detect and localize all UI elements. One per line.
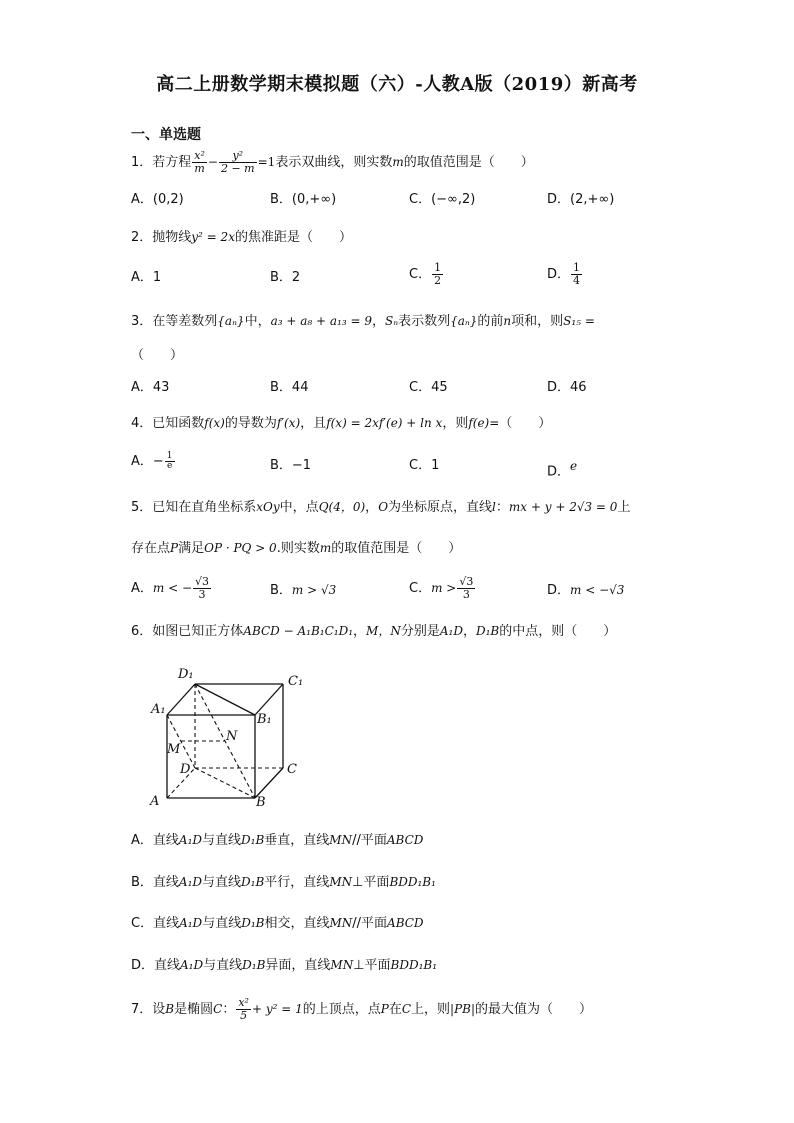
q6-b-t5: MN: [329, 875, 353, 889]
q3-option-a[interactable]: A．43: [131, 380, 170, 395]
q6-option-d[interactable]: [131, 955, 437, 976]
q7-f-num: x²: [238, 996, 249, 1009]
q1-minus: −: [207, 155, 218, 169]
q4-mid3: ，则: [442, 416, 469, 431]
q4-prefix: 4．已知函数: [131, 416, 205, 431]
q3-mid4: 的前: [477, 314, 504, 329]
q5-l1-prefix: 5．已知在直角坐标系: [131, 500, 257, 515]
q6-tail: 的中点，则（ ）: [499, 624, 617, 639]
q7-pb: |PB|: [450, 1002, 476, 1016]
page-title: 高二上册数学期末模拟题（六）-人教A版（2019）新高考: [156, 74, 638, 95]
q2-opt-d-den: 4: [573, 274, 581, 287]
q5-opt-a-den: 3: [198, 588, 206, 601]
q7-fraction: [236, 997, 251, 1022]
q3-prefix: 3．在等差数列: [131, 314, 218, 329]
q6-d-t6: ⊥平面: [353, 958, 391, 973]
q6-b-t0: B．直线: [131, 875, 179, 890]
q4-opt-a-den: e: [167, 461, 173, 471]
q5-l1-mid2: ，: [365, 500, 379, 515]
q3-sn: Sₙ: [385, 314, 399, 328]
question-4: [131, 413, 551, 434]
label-d1: D₁: [178, 667, 194, 682]
section-heading: 一、单选题: [131, 127, 201, 143]
q2-opt-d-num: 1: [573, 261, 581, 274]
q6-d1b: D₁B: [475, 624, 500, 638]
q5-l2-tail: 的取值范围是（ ）: [331, 541, 462, 556]
q6-option-a[interactable]: [131, 830, 423, 851]
label-b1: B₁: [257, 712, 272, 727]
q5-opt-b-label: B．: [270, 583, 292, 598]
q7-p: P: [380, 1002, 389, 1016]
q2-option-d[interactable]: [547, 262, 583, 287]
q4-option-a[interactable]: [131, 452, 176, 472]
q1-tail: 的取值范围是（ ）: [403, 155, 534, 170]
q2-option-c[interactable]: [409, 262, 444, 287]
q1-f1-den: m: [194, 162, 205, 175]
q5-option-d[interactable]: [547, 580, 624, 601]
q4-opt-d-value: e: [570, 459, 578, 473]
q6-a-t4: 垂直，直线: [264, 833, 330, 848]
q1-f2-den: 2 − m: [220, 162, 255, 175]
q6-b-t3: D₁B: [241, 875, 265, 889]
label-n: N: [226, 729, 238, 744]
q4-option-c[interactable]: C．1: [409, 458, 440, 473]
label-c: C: [287, 762, 297, 777]
question-1: [131, 150, 534, 175]
q5-m: m: [319, 541, 332, 555]
q5-l2-prefix: 存在点: [131, 541, 171, 556]
q6-mid3: ，: [462, 624, 476, 639]
q7-c2: C: [401, 1002, 412, 1016]
q5-option-b[interactable]: [270, 580, 336, 601]
question-5-line-2: [131, 538, 461, 559]
q5-l1-mid1: 中，点: [279, 500, 319, 515]
q1-eq: =1: [257, 155, 276, 169]
q6-a-t2: 与直线: [202, 833, 242, 848]
q6-c-t3: D₁B: [241, 916, 265, 930]
q6-b-t6: ⊥平面: [352, 875, 390, 890]
q5-opt-d-expr: m < −√3: [570, 583, 625, 597]
q5-p: P: [170, 541, 179, 555]
q5-opt-b-expr: m > √3: [291, 583, 337, 597]
q2-opt-c-fraction: [432, 262, 443, 287]
q4-fx: f(x): [204, 416, 225, 430]
question-5-line-1: [131, 497, 630, 518]
q5-opt-a-fraction: [193, 576, 211, 601]
label-c1: C₁: [288, 674, 304, 689]
q6-cube: ABCD − A₁B₁C₁D₁: [243, 624, 354, 638]
q6-a-t0: A．直线: [131, 833, 179, 848]
q2-tail: 的焦准距是（ ）: [234, 230, 352, 245]
q5-opt-a-num: √3: [195, 575, 210, 588]
q4-opt-a-fraction: [165, 452, 175, 471]
q6-option-c[interactable]: [131, 913, 424, 934]
q2-option-a[interactable]: A．1: [131, 270, 162, 285]
q6-a1d: A₁D: [439, 624, 463, 638]
q1-prefix: 1．若方程: [131, 155, 192, 170]
q5-opt-a-label: A．: [131, 581, 153, 596]
q5-vector-expr: OP · PQ > 0: [204, 541, 277, 555]
q5-opt-c-den: 3: [462, 588, 470, 601]
label-d: D: [180, 762, 191, 777]
q1-option-b[interactable]: B．(0,+∞): [270, 192, 337, 207]
q5-l2-mid2: .则实数: [276, 541, 320, 556]
q6-d-t4: 异面，直线: [265, 958, 331, 973]
q4-mid1: 的导数为: [224, 416, 277, 431]
q6-c-t1: A₁D: [179, 916, 203, 930]
edge-b-c: [255, 768, 283, 798]
diagonal-d-b: [195, 768, 255, 798]
q6-d-t0: D．直线: [131, 958, 181, 973]
q6-mid1: ，: [353, 624, 367, 639]
q3-mid1: 中，: [244, 314, 271, 329]
q7-mid3: 在: [388, 1002, 402, 1017]
q6-d-t5: MN: [330, 958, 354, 972]
q2-opt-d-label: D．: [547, 267, 571, 282]
q6-d-t7: BDD₁B₁: [390, 958, 438, 972]
q2-opt-d-fraction: [571, 262, 582, 287]
edge-b1-c1: [255, 684, 283, 715]
q1-var: m: [392, 155, 404, 169]
question-7: [131, 997, 592, 1022]
q2-opt-c-den: 2: [434, 274, 442, 287]
q3-mid3: 表示数列: [398, 314, 451, 329]
q6-a-t1: A₁D: [178, 833, 203, 847]
diagonal-d1-b1: [195, 684, 255, 715]
q4-option-d[interactable]: [547, 456, 577, 482]
q5-opt-c-fraction: [457, 576, 475, 601]
q2-opt-c-num: 1: [434, 261, 442, 274]
q4-opt-d-label: D．: [547, 464, 571, 480]
q7-mid2: 的上顶点，点: [302, 1002, 381, 1017]
q7-prefix: 7．设: [131, 1002, 166, 1017]
q3-expr: a₃ + a₈ + a₁₃ = 9: [270, 314, 372, 328]
q4-tail: （ ）: [499, 416, 552, 431]
q2-expr: y² = 2x: [191, 230, 235, 244]
label-a1: A₁: [151, 702, 166, 717]
q7-mid1: 是椭圆: [174, 1002, 214, 1017]
q4-mid2: ，且: [300, 416, 327, 431]
q1-f2-num: y²: [219, 150, 257, 163]
q3-option-d[interactable]: D．46: [547, 380, 587, 395]
q6-a-t3: D₁B: [241, 833, 265, 847]
q3-paren: （ ）: [131, 348, 184, 363]
q6-mid2: 分别是: [400, 624, 440, 639]
q1-option-a[interactable]: A．(0,2): [131, 192, 184, 207]
q4-opt-a-label: A．−: [131, 454, 164, 469]
q7-c: C: [213, 1002, 223, 1016]
q3-option-b[interactable]: B．44: [270, 380, 309, 395]
q7-plus: + y² = 1: [251, 1002, 303, 1016]
q6-b-t1: A₁D: [178, 875, 203, 889]
q6-c-t7: ABCD: [387, 916, 424, 930]
edge-a1-d1: [167, 684, 195, 715]
q6-d-t1: A₁D: [180, 958, 204, 972]
q6-a-t6: //平面: [352, 833, 387, 848]
q5-point-q: Q(4，0): [318, 500, 366, 514]
q7-f-den: 5: [240, 1009, 248, 1022]
q5-l: l: [492, 500, 496, 514]
q1-fraction-1: [192, 150, 207, 175]
q2-opt-c-label: C．: [409, 267, 432, 282]
q3-s15: S₁₅ =: [563, 314, 595, 328]
q4-option-b[interactable]: B．−1: [270, 458, 312, 473]
q5-xoy: xOy: [256, 500, 280, 514]
q5-option-a[interactable]: [131, 576, 212, 601]
q5-opt-a-pre: m < −: [152, 581, 193, 595]
q3-seq2: {aₙ}: [450, 314, 478, 328]
q2-option-b[interactable]: B．2: [270, 270, 301, 285]
q7-b: B: [165, 1002, 175, 1016]
q5-o: O: [378, 500, 389, 514]
q6-b-t2: 与直线: [202, 875, 242, 890]
question-2: [131, 227, 352, 248]
q5-opt-c-num: √3: [459, 575, 474, 588]
q6-d-t3: D₁B: [242, 958, 266, 972]
q1-fraction-2: [219, 150, 257, 175]
q3-mid2: ，: [371, 314, 385, 329]
label-a: A: [150, 794, 160, 809]
q6-a-t7: ABCD: [386, 833, 424, 847]
q4-fpx: f′(x): [276, 416, 301, 430]
q1-option-d[interactable]: D．(2,+∞): [547, 192, 615, 207]
q7-tail: 的最大值为（ ）: [475, 1002, 593, 1017]
q6-c-t0: C．直线: [131, 916, 180, 931]
q5-opt-c-pre: m >: [431, 581, 457, 595]
q1-suffix: 表示双曲线，则实数: [275, 155, 393, 170]
q5-l1-mid4: ：: [495, 500, 509, 515]
question-3: [131, 311, 595, 332]
q5-l1-mid3: 为坐标原点，直线: [388, 500, 493, 515]
q3-seq: {aₙ}: [217, 314, 245, 328]
q3-option-c[interactable]: C．45: [409, 380, 448, 395]
q6-b-t7: BDD₁B₁: [389, 875, 436, 889]
q1-f1-num: x²: [194, 149, 205, 162]
q6-a-t5: MN: [329, 833, 353, 847]
q5-l2-mid1: 满足: [178, 541, 205, 556]
q3-mid5: 项和，则: [511, 314, 564, 329]
q6-option-b[interactable]: [131, 872, 436, 893]
q4-expr: f(x) = 2xf′(e) + ln x: [326, 416, 443, 430]
q5-opt-d-label: D．: [547, 583, 571, 598]
q5-option-c[interactable]: [409, 576, 476, 601]
question-6: [131, 621, 616, 642]
q5-opt-c-label: C．: [409, 581, 432, 596]
q1-option-c[interactable]: C．(−∞,2): [409, 192, 476, 207]
q6-c-t5: MN: [329, 916, 353, 930]
q2-prefix: 2．抛物线: [131, 230, 192, 245]
q4-opt-a-num: 1: [166, 451, 173, 461]
q5-line-eq: mx + y + 2√3 = 0: [508, 500, 618, 514]
q6-b-t4: 平行，直线: [264, 875, 330, 890]
q6-c-t6: //平面: [352, 916, 388, 931]
q5-l1-tail: 上: [617, 500, 631, 515]
label-b: B: [256, 795, 266, 810]
label-m: M: [167, 742, 181, 757]
q6-c-t4: 相交，直线: [264, 916, 330, 931]
q7-colon: ：: [222, 1002, 236, 1017]
q6-mn: M，N: [366, 624, 401, 638]
q6-d-t2: 与直线: [203, 958, 243, 973]
q3-n: n: [503, 314, 512, 328]
q6-c-t2: 与直线: [202, 916, 242, 931]
q7-mid4: 上，则: [411, 1002, 451, 1017]
q4-fe: f(e)=: [468, 416, 500, 430]
q6-prefix: 6．如图已知正方体: [131, 624, 244, 639]
cube-figure: [140, 660, 320, 810]
